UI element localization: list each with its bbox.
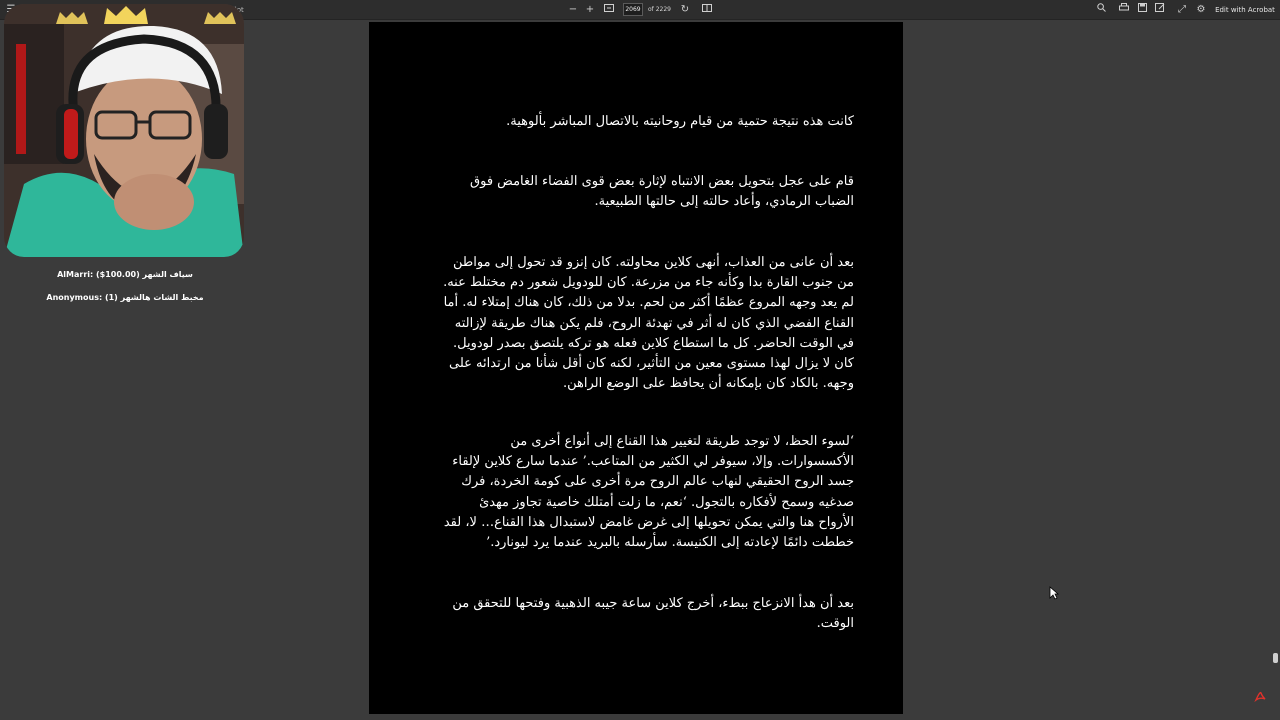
fullscreen-icon[interactable]: ⤢ bbox=[1178, 4, 1186, 15]
save-icon[interactable] bbox=[1135, 3, 1149, 17]
page-number-input[interactable]: 2069 bbox=[623, 3, 643, 16]
fit-page-icon[interactable] bbox=[602, 3, 616, 17]
pdf-page bbox=[369, 22, 903, 714]
search-icon[interactable] bbox=[1094, 3, 1108, 17]
save-as-icon[interactable] bbox=[1153, 3, 1167, 17]
donation-line: Anonymous: (1) مخبط الشات هالشهر bbox=[46, 292, 204, 302]
paragraph: بعد أن عانى من العذاب، أنهى كلاين محاولته. كان إنزو قد تحول إلى مواطن من جنوب القارة بدا وكأنه جاء من مزرعة. كان للودويل شعور دم مختلط عنه. لم يعد وجهه المروع عظمًا أكثر من لحم. بدلا من ذلك، كان هناك إمتلاء له. أما القناع الفضي الذي كان له أثر في تهدئة الروح، فلم يكن هناك طريقة لإزالته في الوقت الحاضر. كل ما استطاع كلاين فعله هو تركه يلتصق بصدر لودويل. كان لا يزال لهذا مستوى معين من التأثير، لكنه كان أقل شأنا من ارتدائه على وجهه. بالكاد كان بإمكانه أن يحافظ على الوضع الراهن. bbox=[443, 255, 854, 392]
page-view-icon[interactable] bbox=[700, 3, 714, 17]
paragraph: بعد أن هدأ الانزعاج ببطء، أخرج كلاين ساعة جيبه الذهبية وفتحها للتحقق من الوقت. bbox=[452, 596, 854, 632]
rotate-icon[interactable]: ↻ bbox=[680, 4, 690, 15]
zoom-in-icon[interactable]: + bbox=[585, 4, 595, 15]
settings-icon[interactable]: ⚙ bbox=[1196, 4, 1206, 15]
paragraph: قام على عجل بتحويل بعض الانتباه لإثارة بعض قوى الفضاء الغامض فوق الضباب الرمادي، وأعاد حالته إلى حالتها الطبيعية. bbox=[470, 174, 854, 210]
paragraph: ‘لسوء الحظ، لا توجد طريقة لتغيير هذا القناع إلى أنواع أخرى من الأكسسوارات. وإلا، سيوفر لي الكثير من المتاعب.’ عندما سارع كلاين لإلقاء جسد الروح الحقيقي لنهاب عالم الروح مرة أخرى على كومة الخردة، فرك صدغيه وسمح لأفكاره بالتجول. ‘نعم، ما زلت أمتلك خاصية تجاوز مهدئ الأرواح هنا والتي يمكن تحويلها إلى غرض غامض لاستبدال هذا القناع… لا، لقد خططت دائمًا لإعادته إلى الكنيسة. سأرسله بالبريد عندما يرد ليونارد.’ bbox=[443, 434, 854, 551]
print-icon[interactable] bbox=[1117, 3, 1131, 17]
zoom-out-icon[interactable]: − bbox=[568, 4, 578, 15]
mouse-cursor-icon bbox=[1049, 586, 1059, 600]
acrobat-icon[interactable] bbox=[1254, 690, 1266, 702]
donations-list bbox=[30, 258, 220, 303]
donation-line: AlMarri: ($100.00) سياف الشهر bbox=[57, 270, 193, 279]
webcam-overlay bbox=[4, 4, 244, 257]
paragraph: كانت هذه نتيجة حتمية من قيام روحانيته بالاتصال المباشر بألوهية. bbox=[506, 114, 854, 129]
edit-with-acrobat-button[interactable]: Edit with Acrobat bbox=[1215, 6, 1275, 14]
donation-line-blurred bbox=[30, 258, 220, 269]
scrollbar-thumb[interactable] bbox=[1273, 653, 1278, 663]
crown-icon bbox=[4, 4, 244, 28]
page-total: of 2229 bbox=[648, 6, 671, 13]
donation-line-blurred bbox=[30, 281, 220, 292]
